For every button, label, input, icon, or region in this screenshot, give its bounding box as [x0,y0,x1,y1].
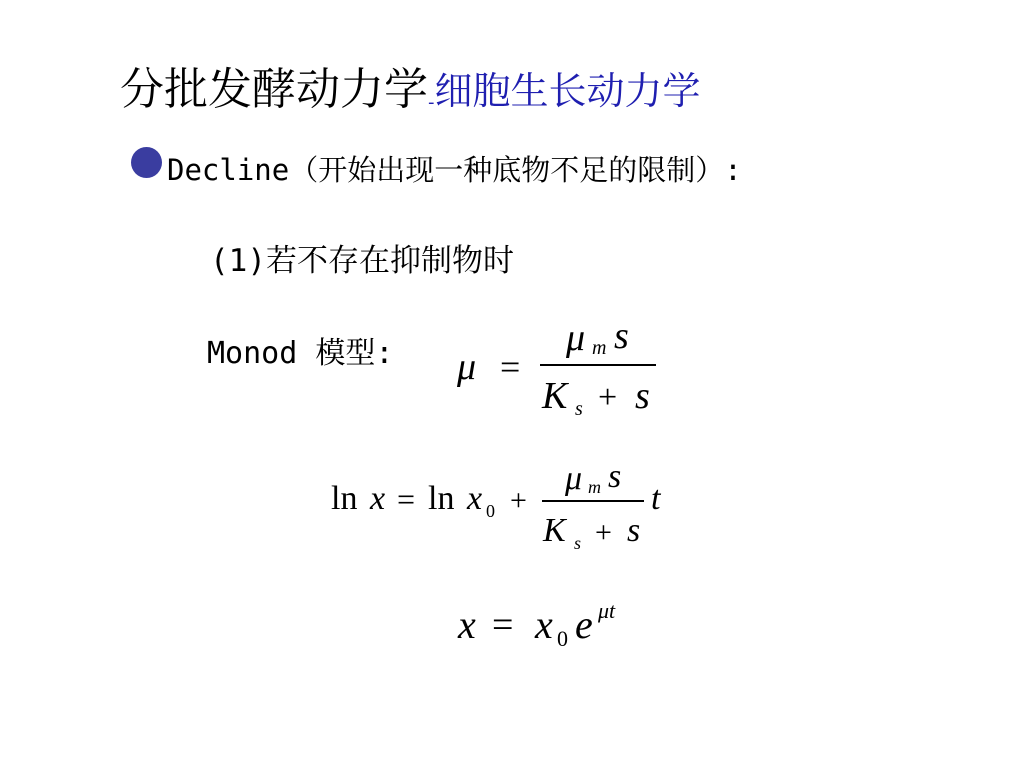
title-main: 分批发酵动力学 [120,64,428,115]
slide-title [120,62,701,131]
bullet-text: Decline（开始出现一种底物不足的限制）: [167,153,742,187]
monod-label: Monod 模型: [207,336,394,371]
case-condition: (1)若不存在抑制物时 [210,243,514,279]
bullet-dot-icon [131,147,162,178]
title-separator: - [428,92,435,113]
title-subtitle: 细胞生长动力学 [434,69,701,113]
